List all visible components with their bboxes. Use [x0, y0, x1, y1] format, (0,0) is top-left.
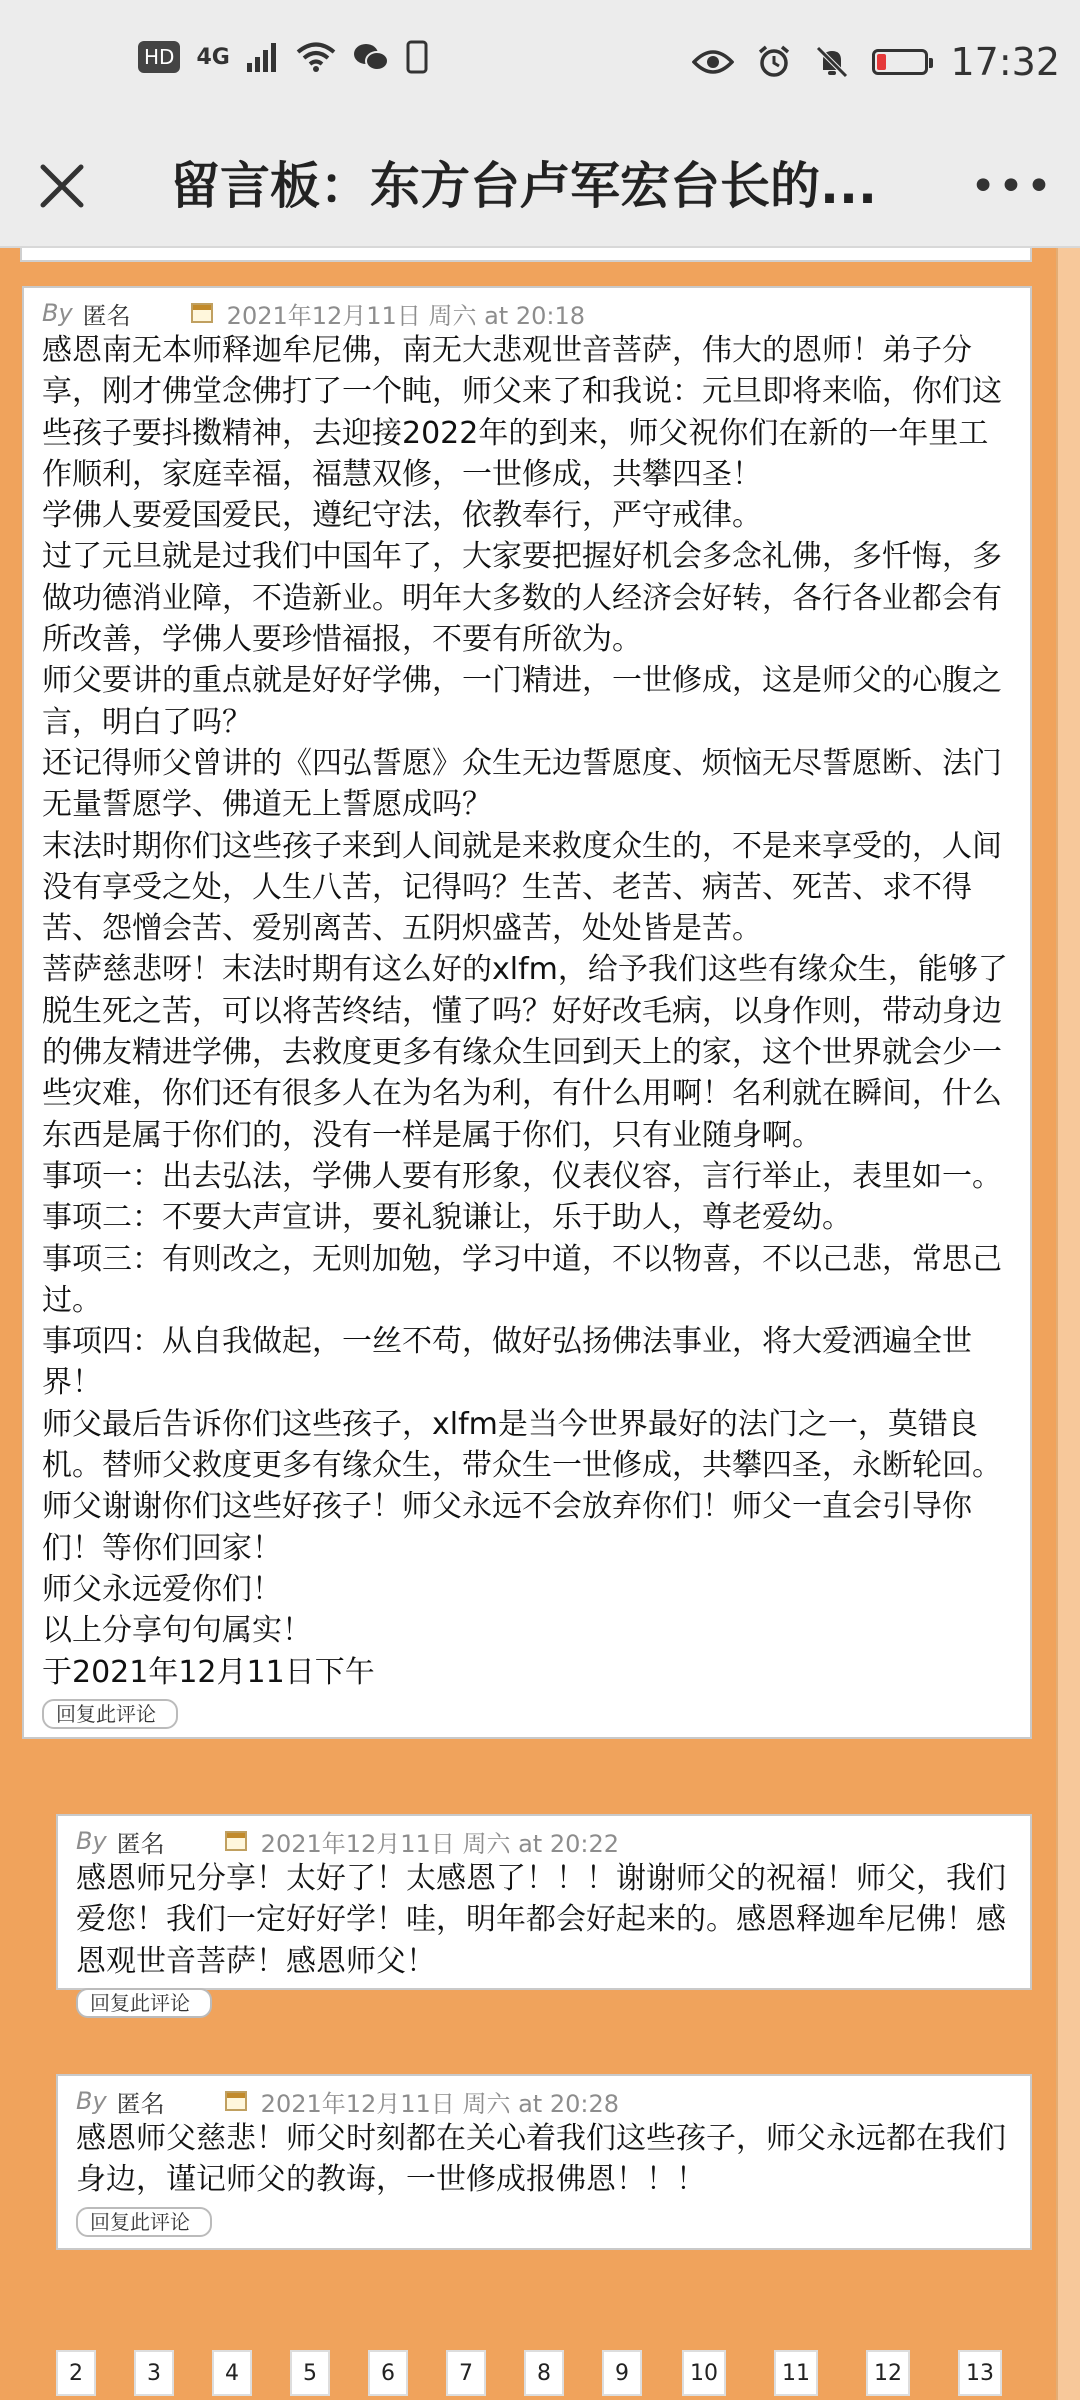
- close-icon: [39, 163, 85, 209]
- post-paragraph: 事项四：从自我做起，一丝不苟，做好弘扬佛法事业，将大爱洒遍全世界！: [42, 1324, 972, 1401]
- page-link-2[interactable]: 2: [56, 2350, 96, 2396]
- post-body: [42, 330, 1012, 1693]
- page-link-8[interactable]: 8: [524, 2350, 564, 2396]
- post-paragraph: 学佛人要爱国爱民，遵纪守法，依教奉行，严守戒律。: [42, 498, 762, 534]
- page-link-11[interactable]: 11: [774, 2350, 818, 2396]
- comment-date: 2021年12月11日 周六 at 20:22: [260, 1829, 619, 1858]
- page-link-3[interactable]: 3: [134, 2350, 174, 2396]
- comment-text: 感恩师父慈悲！师父时刻都在关心着我们这些孩子，师父永远都在我们身边，谨记师父的教诲，一世修成报佛恩！！！: [76, 2121, 1006, 2198]
- calendar-icon: [225, 2091, 247, 2111]
- hd-badge: HD: [138, 41, 180, 73]
- post-paragraph: 事项二：不要大声宣讲，要礼貌谦让，乐于助人，尊老爱幼。: [42, 1200, 852, 1236]
- comment-meta: [76, 2084, 1012, 2118]
- reply-button[interactable]: 回复此评论: [76, 1988, 212, 2018]
- by-label: By: [76, 1827, 107, 1855]
- post-paragraph: 事项一：出去弘法，学佛人要有形象，仪表仪容，言行举止，表里如一。: [42, 1158, 1002, 1194]
- comment-card: [56, 2074, 1032, 2250]
- comment-meta: [76, 1824, 1012, 1858]
- alarm-icon: [756, 44, 792, 80]
- status-bar: [0, 0, 1080, 130]
- phone-icon: [406, 40, 428, 74]
- post-meta: [42, 296, 1012, 330]
- post-paragraph: 感恩南无本师释迦牟尼佛，南无大悲观世音菩萨，伟大的恩师！弟子分享，刚才佛堂念佛打了一个盹，师父来了和我说：元旦即将来临，你们这些孩子要抖擞精神，去迎接2022年的到来，师父祝你们在新的一年里工作顺利，家庭幸福，福慧双修，一世修成，共攀四圣！: [42, 333, 1002, 492]
- post-paragraph: 以上分享句句属实！: [42, 1613, 312, 1649]
- comment-author: 匿名: [116, 2089, 165, 2118]
- clock: 17:32: [950, 40, 1060, 84]
- network-label: 4G: [196, 44, 230, 70]
- post-paragraph: 还记得师父曾讲的《四弘誓愿》众生无边誓愿度、烦恼无尽誓愿断、法门无量誓愿学、佛道无上誓愿成吗？: [42, 745, 1002, 823]
- wechat-icon: [352, 41, 390, 73]
- page-link-13[interactable]: 13: [958, 2350, 1002, 2396]
- page-link-7[interactable]: 7: [446, 2350, 486, 2396]
- post-paragraph: 师父要讲的重点就是好好学佛，一门精进，一世修成，这是师父的心腹之言，明白了吗？: [42, 663, 1002, 740]
- battery-fill: [877, 54, 886, 70]
- page-link-9[interactable]: 9: [602, 2350, 642, 2396]
- calendar-icon: [225, 1831, 247, 1851]
- pagination: [0, 2328, 1080, 2400]
- eye-icon: [692, 48, 734, 76]
- page-link-12[interactable]: 12: [866, 2350, 910, 2396]
- page-title: 留言板：东方台卢军宏台长的...: [170, 157, 877, 215]
- post-date: 2021年12月11日 周六 at 20:18: [226, 301, 585, 330]
- battery-icon: [872, 49, 928, 75]
- previous-post-edge: [20, 248, 1032, 262]
- signal-icon: [246, 41, 280, 73]
- page-link-10[interactable]: 10: [682, 2350, 726, 2396]
- post-paragraph: 于2021年12月11日下午: [42, 1654, 375, 1690]
- more-menu-button[interactable]: •••: [970, 160, 1054, 212]
- status-left: [138, 40, 428, 74]
- calendar-icon: [191, 303, 213, 323]
- page-link-6[interactable]: 6: [368, 2350, 408, 2396]
- mute-bell-icon: [814, 44, 850, 80]
- post-paragraph: 事项三：有则改之，无则加勉，学习中道，不以物喜，不以己悲，常思己过。: [42, 1241, 1002, 1318]
- post-paragraph: 末法时期你们这些孩子来到人间就是来救度众生的，不是来享受的，人间没有享受之处，人生八苦，记得吗？生苦、老苦、病苦、死苦、求不得苦、怨憎会苦、爱别离苦、五阴炽盛苦，处处皆是苦。: [42, 828, 1002, 947]
- by-label: By: [42, 299, 73, 327]
- by-label: By: [76, 2087, 107, 2115]
- main-post: [22, 286, 1032, 1739]
- post-paragraph: 师父永远爱你们！: [42, 1571, 282, 1607]
- post-paragraph: 菩萨慈悲呀！末法时期有这么好的xlfm，给予我们这些有缘众生，能够了脱生死之苦，可以将苦终结，懂了吗？好好改毛病，以身作则，带动身边的佛友精进学佛，去救度更多有缘众生回到天上的家，这个世界就会少一些灾难，你们还有很多人在为名为利，有什么用啊！名利就在瞬间，什么东西是属于你们的，没有一样是属于你们，只有业随身啊。: [42, 952, 1008, 1153]
- wifi-icon: [296, 41, 336, 73]
- comment-text: 感恩师兄分享！太好了！太感恩了！！！谢谢师父的祝福！师父，我们爱您！我们一定好好学！哇，明年都会好起来的。感恩释迦牟尼佛！感恩观世音菩萨！感恩师父！: [76, 1861, 1006, 1979]
- reply-button[interactable]: 回复此评论: [76, 2207, 212, 2237]
- page-link-4[interactable]: 4: [212, 2350, 252, 2396]
- title-bar: [0, 130, 1080, 248]
- page-content: [0, 248, 1080, 2400]
- post-paragraph: 过了元旦就是过我们中国年了，大家要把握好机会多念礼佛，多忏悔，多做功德消业障，不造新业。明年大多数的人经济会好转，各行各业都会有所改善，学佛人要珍惜福报，不要有所欲为。: [42, 539, 1002, 658]
- post-author: 匿名: [82, 301, 131, 330]
- reply-button[interactable]: 回复此评论: [42, 1699, 178, 1729]
- post-paragraph: 师父最后告诉你们这些孩子，xlfm是当今世界最好的法门之一，莫错良机。替师父救度更多有缘众生，带众生一世修成，共攀四圣，永断轮回。: [42, 1406, 1002, 1484]
- page-link-5[interactable]: 5: [290, 2350, 330, 2396]
- comment-author: 匿名: [116, 1829, 165, 1858]
- side-scroll-strip: [1056, 248, 1080, 2400]
- comment-card: [56, 1814, 1032, 2015]
- close-button[interactable]: [30, 154, 94, 218]
- post-paragraph: 师父谢谢你们这些好孩子！师父永远不会放弃你们！师父一直会引导你们！等你们回家！: [42, 1489, 972, 1566]
- comment-date: 2021年12月11日 周六 at 20:28: [260, 2089, 619, 2118]
- status-right: [692, 40, 1060, 84]
